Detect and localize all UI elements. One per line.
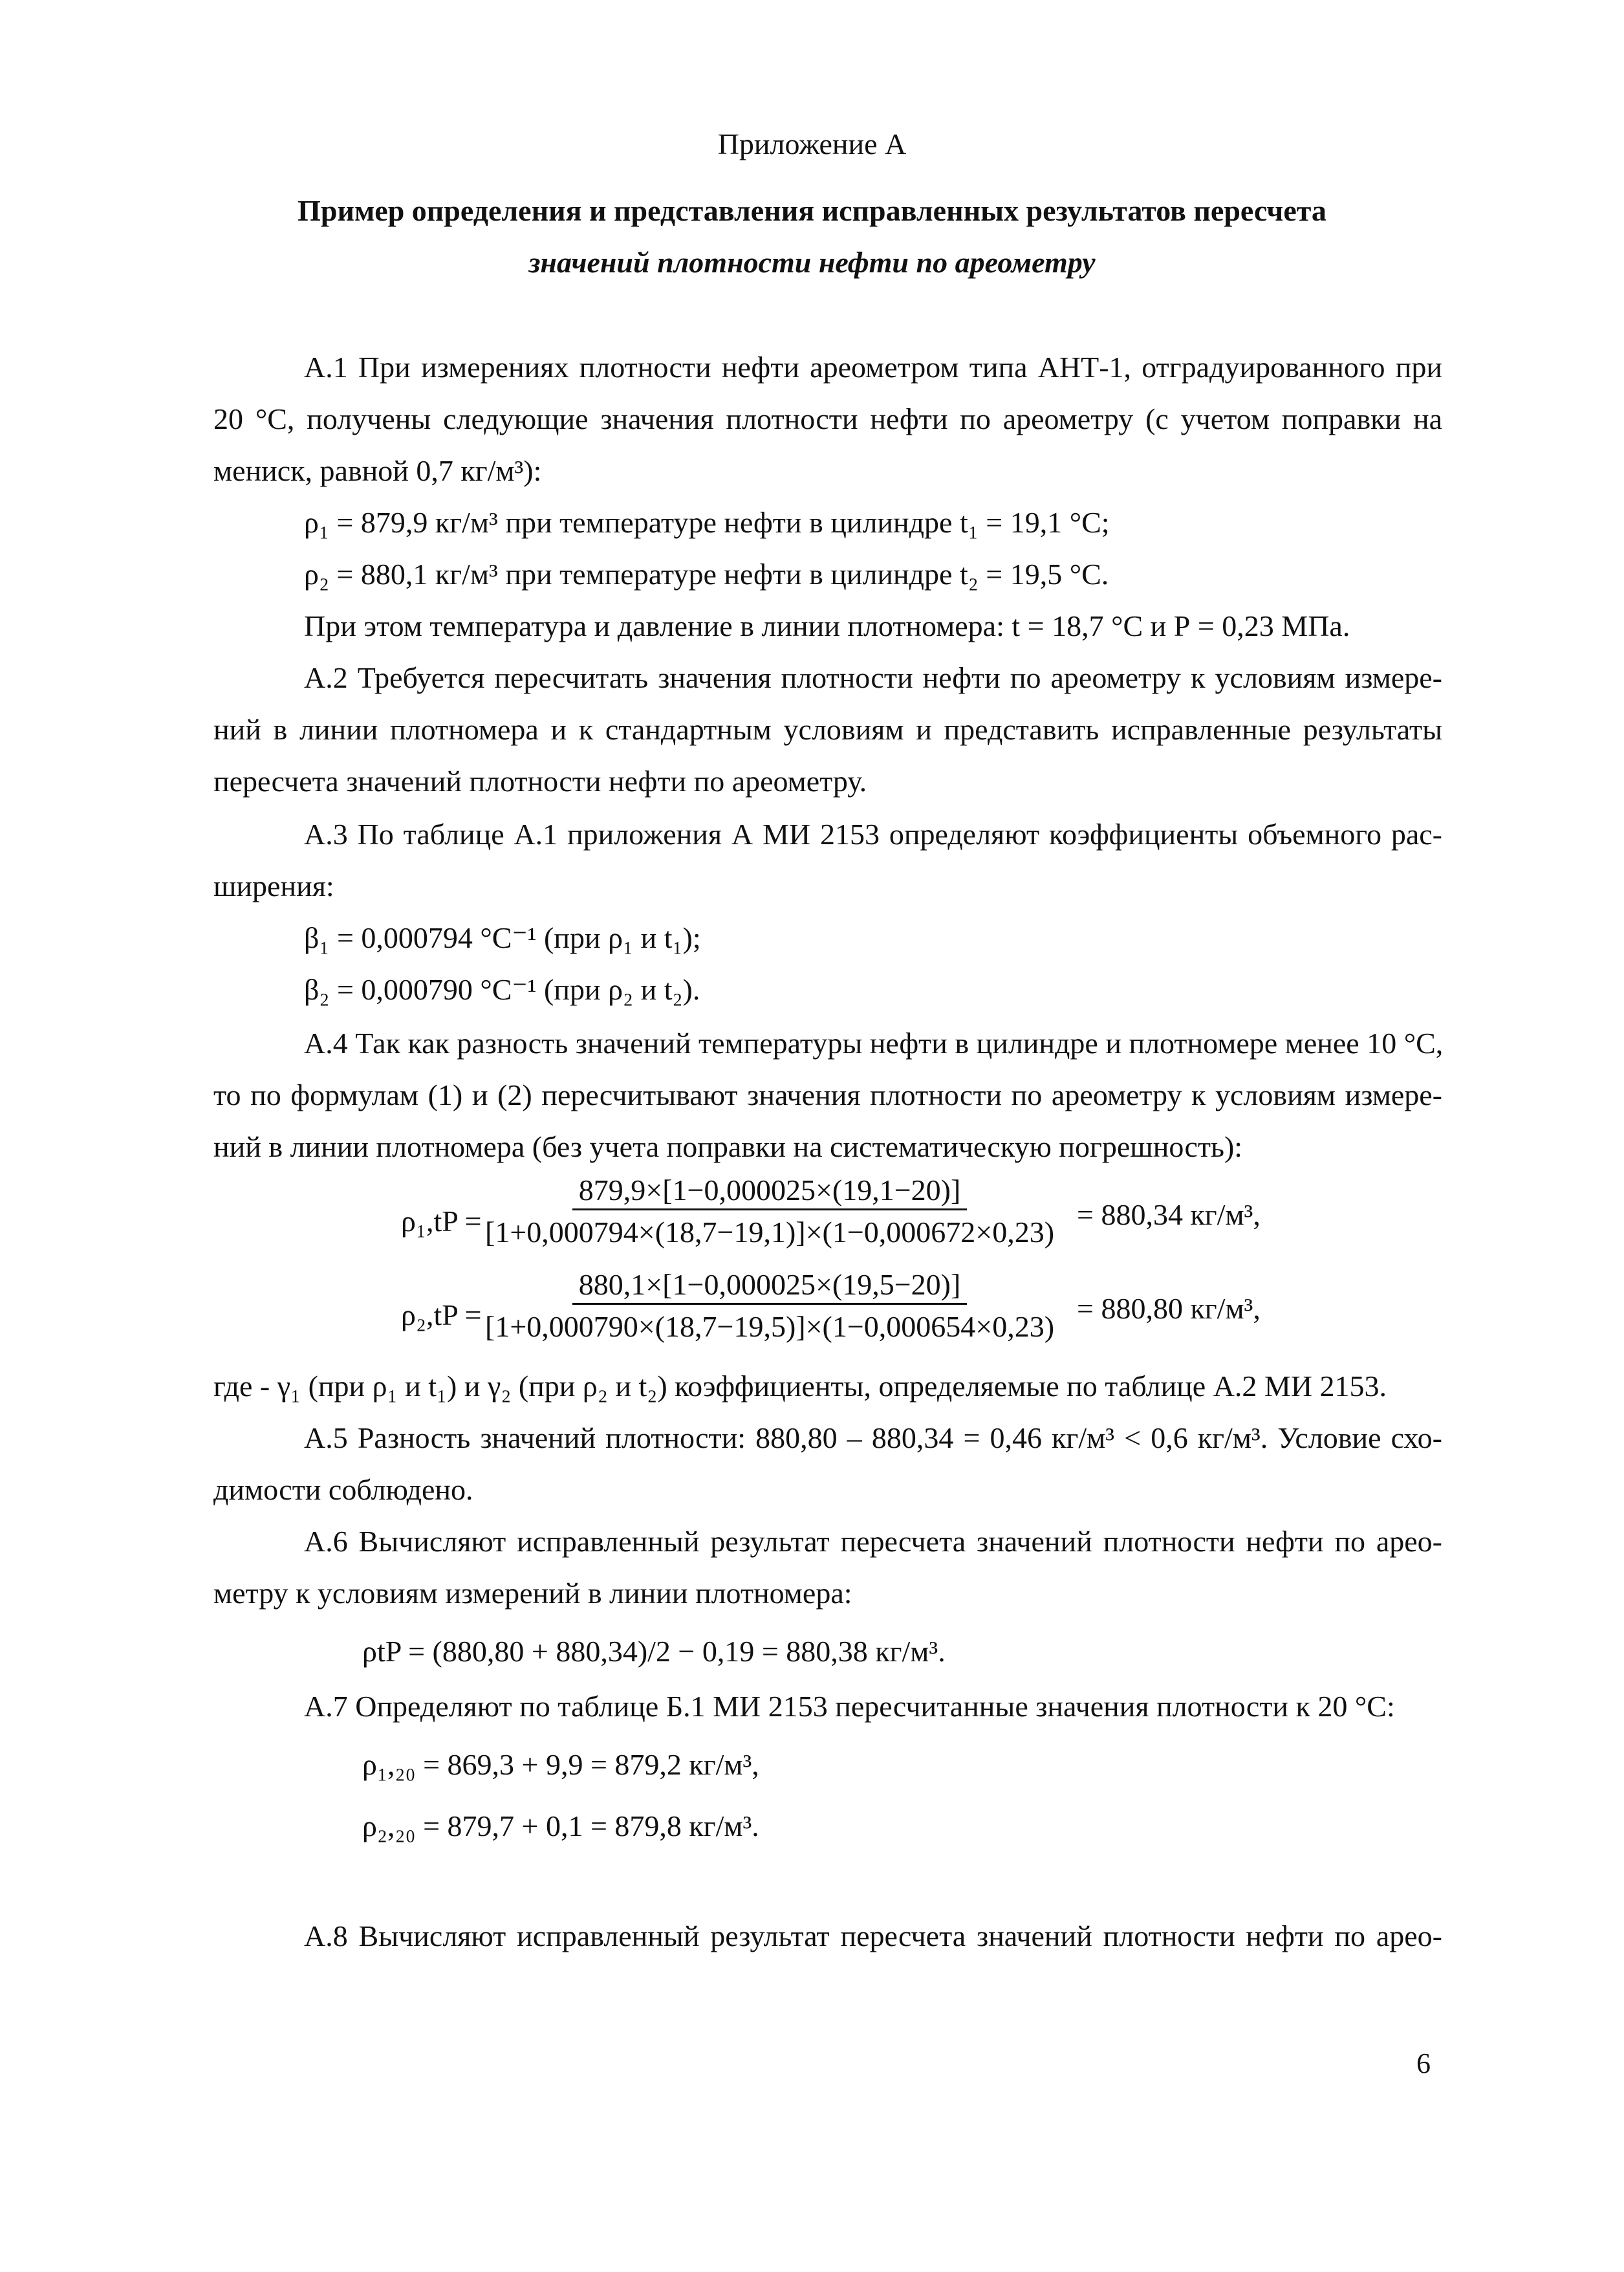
rho-tp-line: ρtP = (880,80 + 880,34)/2 − 0,19 = 880,38 кг/м³.: [362, 1635, 946, 1668]
a1-line-1: А.1 При измерениях плотности нефти ареометром типа АНТ-1, отградуированного при: [304, 351, 1442, 384]
formula-1-denominator: [1+0,000794×(18,7−19,1)]×(1−0,000672×0,23): [485, 1216, 1055, 1249]
formula-2-lhs: ρ₂,tP =: [401, 1298, 482, 1331]
a2-line-1: А.2 Требуется пересчитать значения плотности нефти по ареометру к условиям измере-: [304, 661, 1442, 694]
a4-line-3: ний в линии плотномера (без учета поправки на систематическую погрешность):: [213, 1130, 1243, 1163]
rho1-20-line: ρ₁,₂₀ = 869,3 + 9,9 = 879,2 кг/м³,: [362, 1748, 759, 1781]
a6-line-1: А.6 Вычисляют исправленный результат пересчета значений плотности нефти по арео-: [304, 1525, 1442, 1558]
a3-line-2: ширения:: [213, 869, 334, 902]
rho2-20-line: ρ₂,₂₀ = 879,7 + 0,1 = 879,8 кг/м³.: [362, 1809, 759, 1842]
formula-1-lhs: ρ₁,tP =: [401, 1205, 482, 1238]
a8-line-1: А.8 Вычисляют исправленный результат пересчета значений плотности нефти по арео-: [304, 1919, 1442, 1952]
beta2-line: β₂ = 0,000790 °С⁻¹ (при ρ₂ и t₂).: [304, 973, 700, 1006]
formula-1-numerator: 879,9×[1−0,000025×(19,1−20)]: [572, 1172, 968, 1210]
a3-line-1: А.3 По таблице А.1 приложения А МИ 2153 определяют коэффициенты объемного рас-: [304, 818, 1442, 851]
formula-2-result: = 880,80 кг/м³,: [1077, 1292, 1261, 1325]
a5-line-1: А.5 Разность значений плотности: 880,80 – 880,34 = 0,46 кг/м³ < 0,6 кг/м³. Условие схо-: [304, 1421, 1442, 1454]
a2-line-3: пересчета значений плотности нефти по ареометру.: [213, 765, 867, 798]
formula-1-fraction: [479, 1172, 1061, 1251]
formula-2-denominator: [1+0,000790×(18,7−19,5)]×(1−0,000654×0,23): [485, 1310, 1055, 1344]
formula-2-numerator: 880,1×[1−0,000025×(19,5−20)]: [572, 1267, 968, 1305]
a7-line-1: А.7 Определяют по таблице Б.1 МИ 2153 пересчитанные значения плотности к 20 °С:: [304, 1690, 1395, 1723]
a6-line-2: метру к условиям измерений в линии плотномера:: [213, 1577, 852, 1610]
beta1-line: β₁ = 0,000794 °С⁻¹ (при ρ₁ и t₁);: [304, 921, 701, 954]
a4-line-2: то по формулам (1) и (2) пересчитывают значения плотности по ареометру к условиям измере-: [213, 1078, 1442, 1111]
a1-line-2: 20 °С, получены следующие значения плотности нефти по ареометру (с учетом поправки на: [213, 402, 1442, 435]
section-heading-line-2: значений плотности нефти по ареометру: [528, 246, 1096, 279]
a1-line-3: мениск, равной 0,7 кг/м³):: [213, 454, 542, 487]
gamma-line: где - γ₁ (при ρ₁ и t₁) и γ₂ (при ρ₂ и t₂) коэффициенты, определяемые по таблице А.2 МИ 2153.: [213, 1370, 1387, 1403]
a5-line-2: димости соблюдено.: [213, 1473, 473, 1506]
page-number: 6: [1416, 2048, 1431, 2079]
a2-line-2: ний в линии плотномера и к стандартным условиям и представить исправленные результаты: [213, 713, 1442, 746]
section-heading-line-1: Пример определения и представления исправленных результатов пересчета: [298, 194, 1326, 227]
a4-line-1: А.4 Так как разность значений температуры нефти в цилиндре и плотномере менее 10 °С,: [304, 1027, 1444, 1060]
appendix-title: Приложение А: [717, 127, 907, 160]
formula-2-fraction: [479, 1267, 1061, 1345]
formula-1-result: = 880,34 кг/м³,: [1077, 1198, 1261, 1231]
rho1-line: ρ₁ = 879,9 кг/м³ при температуре нефти в цилиндре t₁ = 19,1 °С;: [304, 506, 1110, 539]
rho2-line: ρ₂ = 880,1 кг/м³ при температуре нефти в цилиндре t₂ = 19,5 °С.: [304, 558, 1109, 591]
conditions-line: При этом температура и давление в линии плотномера: t = 18,7 °С и Р = 0,23 МПа.: [304, 609, 1350, 642]
